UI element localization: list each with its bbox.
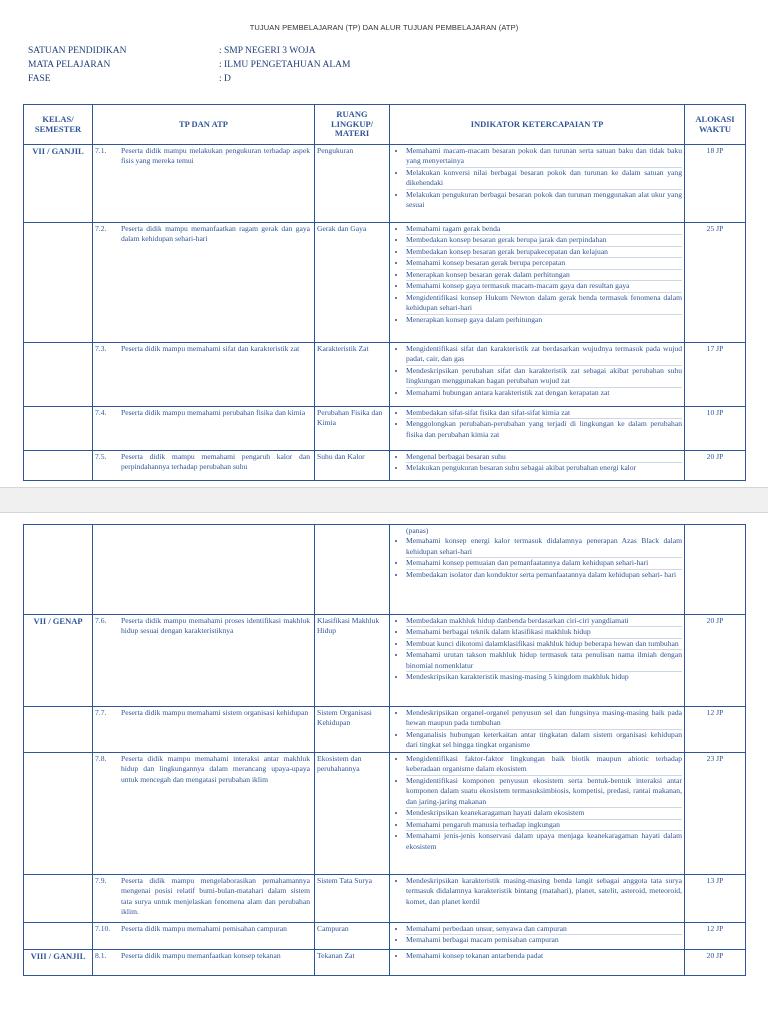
alokasi-cell (685, 525, 746, 615)
indikator-item: • Memahami ragam gerak benda (406, 224, 682, 235)
tp-text: Peserta didik mampu memahami pengaruh kalor dan perpindahannya terhadap perubahan suhu (121, 452, 310, 472)
alokasi-cell: 25 JP (685, 223, 746, 343)
header-kelas: KELAS/ SEMESTER (24, 105, 93, 145)
kelas-cell (24, 707, 93, 753)
indikator-item: • Menganalisis hubungan keterkaitan antar tingkatan dalam sistem organisasi kehidupan dari tingkat sel hingga tingkat organisme (406, 730, 682, 751)
ruang-cell: Perubahan Fisika dan Kimia (315, 407, 390, 451)
kelas-cell (24, 407, 93, 451)
indikator-list (392, 924, 682, 946)
tp-number: 7.2. (95, 224, 107, 233)
meta-row-fase (28, 72, 448, 86)
tp-text: Peserta didik mampu memahami sistem organisasi kehidupan (121, 708, 309, 717)
indikator-item: • Memahami berbagai macam pemisahan campuran (406, 935, 682, 945)
indikator-list (392, 616, 682, 683)
indikator-item: • Memahami hubungan antara karakteristik zat dengan kerapatan zat (406, 388, 682, 398)
tp-number: 7.1. (95, 146, 107, 155)
indikator-cell (390, 752, 685, 874)
tp-cell (93, 525, 315, 615)
indikator-cell (390, 451, 685, 481)
kelas-cell (24, 223, 93, 343)
indikator-item: • Memahami perbedaan unsur, senyawa dan campuran (406, 924, 682, 935)
indikator-item: • Memahami macam-macam besaran pokok dan turunan serta satuan baku dan tidak baku yang menyertainya (406, 146, 682, 168)
ruang-cell: Sistem Organisasi Kehidupan (315, 707, 390, 753)
indikator-item: • Mengidentifikasi sifat dan karakteristik zat berdasarkan wujudnya termasuk pada wujud padat, cair, dan gas (406, 344, 682, 366)
alokasi-cell: 23 JP (685, 752, 746, 874)
ruang-cell: Gerak dan Gaya (315, 223, 390, 343)
indikator-list (392, 408, 682, 440)
meta-label: FASE (28, 74, 51, 84)
indikator-item: • Mendeskripsikan organel-organel penyusun sel dan fungsinya masing-masing baik pada hewan maupun pada tumbuhan (406, 708, 682, 730)
indikator-cell (390, 223, 685, 343)
indikator-cell (390, 343, 685, 407)
indikator-item: • Mengenal berbagai besaran suhu (406, 452, 682, 463)
tp-number: 7.3. (95, 344, 107, 353)
alokasi-cell: 10 JP (685, 407, 746, 451)
alokasi-cell: 18 JP (685, 145, 746, 223)
meta-value: : D (219, 74, 231, 84)
indikator-item: • Memahami jenis-jenis konservasi dalam upaya menjaga keanekaragaman hayati dalam ekosistem (406, 831, 682, 852)
ruang-cell: Ekosistem dan perubahannya (315, 752, 390, 874)
indikator-item: • Memahami konsep energi kalor termasuk didalamnya penerapan Azas Black dalam kehidupan sehari-hari (406, 536, 682, 558)
ruang-cell (315, 525, 390, 615)
tp-number: 7.7. (95, 708, 107, 717)
tp-cell (93, 343, 315, 407)
indikator-cell (390, 874, 685, 922)
tp-cell (93, 407, 315, 451)
tp-text: Peserta didik mampu memahami perubahan fisika dan kimia (121, 408, 306, 417)
indikator-cell (390, 615, 685, 707)
kelas-cell: VII / GENAP (24, 615, 93, 707)
table-row (24, 145, 746, 223)
indikator-item: • Membedakan konsep besaran gerak berupakecepatan dan kelajuan (406, 247, 682, 258)
indikator-item: • Mengidentifikasi komponen penyusun ekosistem serta bentuk-bentuk interaksi antar komponen dalam suatu ekosistem termasuksimbiosis, kompetisi, predasi, rantai makanan, dan jaring-jaring makanan (406, 776, 682, 808)
indikator-item: • Mendeskripsikan perubahan sifat dan karakteristik zat sebagai akibat perubahan suhu lingkungan menggunakan bagan perubahan wujud zat (406, 366, 682, 388)
alokasi-cell: 12 JP (685, 922, 746, 949)
tp-cell (93, 451, 315, 481)
indikator-item: • Memahami urutan takson makhluk hidup termasuk tata penulisan nama ilmiah dengan binomial nomenklatur (406, 650, 682, 672)
tp-number: 7.5. (95, 452, 107, 461)
indikator-list (392, 876, 682, 907)
tp-cell (93, 752, 315, 874)
ruang-cell: Sistem Tata Surya (315, 874, 390, 922)
table-row (24, 922, 746, 949)
tp-cell (93, 949, 315, 975)
alokasi-cell: 12 JP (685, 707, 746, 753)
indikator-item: • Mendeskripsikan karakteristik masing-masing 5 kingdom makhluk hidup (406, 672, 682, 682)
tp-cell (93, 223, 315, 343)
indikator-list (392, 754, 682, 852)
ruang-cell: Tekanan Zat (315, 949, 390, 975)
indikator-list (392, 951, 682, 961)
kelas-cell (24, 922, 93, 949)
tp-cell (93, 922, 315, 949)
indikator-item: • Memahami konsep tekanan antarbenda padat (406, 951, 682, 961)
kelas-cell (24, 525, 93, 615)
tp-text: Peserta didik mampu memahami sifat dan karakteristik zat (121, 344, 300, 353)
atp-table-page-1 (23, 104, 746, 481)
indikator-continuation: (panas) (406, 526, 429, 535)
ruang-cell: Suhu dan Kalor (315, 451, 390, 481)
table-row (24, 874, 746, 922)
meta-value: : ILMU PENGETAHUAN ALAM (219, 60, 351, 70)
tp-text: Peserta didik mampu memanfaatkan konsep tekanan (121, 950, 281, 960)
indikator-item: • Melakukan pengukuran berbagai besaran pokok dan turunan menggunakan alat ukur yang sesuai (406, 190, 682, 211)
table-row (24, 451, 746, 481)
indikator-item: • Melakukan pengukuran besaran suhu sebagai akibat perubahan energi kalor (406, 463, 682, 473)
indikator-item: • Mengidentifikasi faktor-faktor lingkungan baik biotik maupun abiotic terhadap keberadaan organisme dalam ekosistem (406, 754, 682, 776)
atp-table-page-2 (23, 524, 746, 976)
table-row (24, 615, 746, 707)
meta-row-mapel (28, 58, 448, 72)
tp-number: 7.4. (95, 408, 107, 417)
indikator-item: • Melakukan konversi nilai berbagai besaran pokok dan turunan ke dalam satuan yang dikehendaki (406, 168, 682, 190)
indikator-item: • Membedakan sifat-sifat fisika dan sifat-sifat kimia zat (406, 408, 682, 419)
indikator-item: • Mengidentifikasi konsep Hukum Newton dalam gerak benda termasuk fenomena dalam kehidupan sehari-hari (406, 293, 682, 315)
tp-number: 7.6. (95, 616, 107, 625)
ruang-cell: Klasifikasi Makhluk Hidup (315, 615, 390, 707)
meta-label: SATUAN PENDIDIKAN (28, 46, 127, 56)
alokasi-cell: 20 JP (685, 451, 746, 481)
kelas-cell: VIII / GANJIL (24, 949, 93, 975)
indikator-list (392, 708, 682, 751)
indikator-cell (390, 145, 685, 223)
table-row (24, 407, 746, 451)
indikator-list (392, 146, 682, 211)
table-row (24, 343, 746, 407)
table-row (24, 752, 746, 874)
indikator-item: • Memahami berbagai teknik dalam klasifikasi makhluk hidup (406, 627, 682, 638)
tp-text: Peserta didik mampu memahami pemisahan campuran (121, 923, 287, 933)
tp-number: 8.1. (95, 950, 107, 960)
kelas-cell (24, 451, 93, 481)
kelas-cell (24, 752, 93, 874)
indikator-item: • Menerapkan konsep besaran gerak dalam perhitungan (406, 270, 682, 281)
alokasi-cell: 20 JP (685, 615, 746, 707)
header-tp: TP DAN ATP (93, 105, 315, 145)
tp-cell (93, 145, 315, 223)
indikator-item: • Membedakan konsep besaran gerak berupa jarak dan perpindahan (406, 235, 682, 246)
indikator-item: • Membuat kunci dikotomi dalamklasifikasi makhluk hidup beberapa hewan dan tumbuhan (406, 639, 682, 650)
indikator-list (392, 452, 682, 474)
indikator-item: • Memahami pengaruh manusia terhadap ingkungan (406, 820, 682, 831)
kelas-cell (24, 343, 93, 407)
tp-number: 7.10. (95, 923, 111, 933)
kelas-cell (24, 874, 93, 922)
table-row (24, 525, 746, 615)
indikator-list (392, 536, 682, 580)
table-row (24, 707, 746, 753)
page-separator (0, 487, 768, 513)
alokasi-cell: 17 JP (685, 343, 746, 407)
indikator-item: • Mendeskripsikan keanekaragaman hayati dalam ekosistem (406, 808, 682, 819)
tp-text: Peserta didik mampu memanfaatkan ragam gerak dan gaya dalam kehidupan sehari-hari (121, 224, 310, 244)
indikator-item: • Menerapkan konsep gaya dalam perhitungan (406, 315, 682, 325)
indikator-cell (390, 922, 685, 949)
tp-number: 7.9. (95, 875, 107, 885)
indikator-list (392, 344, 682, 398)
tp-text: Peserta didik mampu memahami proses identifikasi makhluk hidup sesuai dengan karakteristiknya (121, 616, 310, 636)
indikator-list (392, 224, 682, 325)
meta-label: MATA PELAJARAN (28, 60, 111, 70)
ruang-cell: Pengukuran (315, 145, 390, 223)
header-indikator: INDIKATOR KETERCAPAIAN TP (390, 105, 685, 145)
indikator-item: • Membedakan isolator dan konduktor serta pemanfaatannya dalam kehidupan sehari- hari (406, 570, 682, 580)
indikator-cell (390, 525, 685, 615)
alokasi-cell: 20 JP (685, 949, 746, 975)
tp-cell (93, 707, 315, 753)
indikator-cell (390, 707, 685, 753)
indikator-cell (390, 949, 685, 975)
tp-text: Peserta didik mampu memahami interaksi antar makhluk hidup dan lingkungannya dalam merancang upaya-upaya untuk mencegah dan mengatasi perubahan iklim (121, 753, 310, 784)
indikator-item: • Memahami konsep besaran gerak berupa percepatan (406, 258, 682, 269)
indikator-item: • Menggolongkan perubahan-perubahan yang terjadi di lingkungan ke dalam perubahan fisika dan perubahan kimia zat (406, 419, 682, 440)
ruang-cell: Campuran (315, 922, 390, 949)
indikator-item: • Memahami konsep gaya termasuk macam-macam gaya dan resultan gaya (406, 281, 682, 292)
tp-cell (93, 874, 315, 922)
header-ruang: RUANG LINGKUP/ MATERI (315, 105, 390, 145)
kelas-cell: VII / GANJIL (24, 145, 93, 223)
meta-row-satuan (28, 44, 448, 58)
tp-number: 7.8. (95, 753, 107, 763)
tp-text: Peserta didik mampu melakukan pengukuran terhadap aspek fisis yang mereka temui (121, 146, 310, 166)
table-row (24, 223, 746, 343)
indikator-cell (390, 407, 685, 451)
alokasi-cell: 13 JP (685, 874, 746, 922)
document-meta (28, 44, 448, 86)
tp-cell (93, 615, 315, 707)
indikator-item: • Mendeskripsikan karakteristik masing-masing benda langit sebagai anggota tata surya termasuk didalamnya karakteristik bintang (matahari), planet, satelit, asteroid, meteoroid, komet, dan planet kerdil (406, 876, 682, 907)
header-alokasi: ALOKASI WAKTU (685, 105, 746, 145)
indikator-item: • Membedakan makhluk hidup danbenda berdasarkan ciri-ciri yangdiamati (406, 616, 682, 627)
meta-value: : SMP NEGERI 3 WOJA (219, 46, 316, 56)
indikator-item: • Memahami konsep pemuaian dan pemanfaatannya dalam kehidupan sehari-hari (406, 558, 682, 569)
table-row (24, 949, 746, 975)
ruang-cell: Karakteristik Zat (315, 343, 390, 407)
page-title: TUJUAN PEMBELAJARAN (TP) DAN ALUR TUJUAN PEMBELAJARAN (ATP) (249, 23, 519, 32)
tp-text: Peserta didik mampu mengelaborasikan pemahamannya mengenai posisi relatif bumi-bulan-matahari dalam sistem tata surya untuk menjelaskan fenomena alam dan perubahan iklim. (121, 875, 310, 917)
